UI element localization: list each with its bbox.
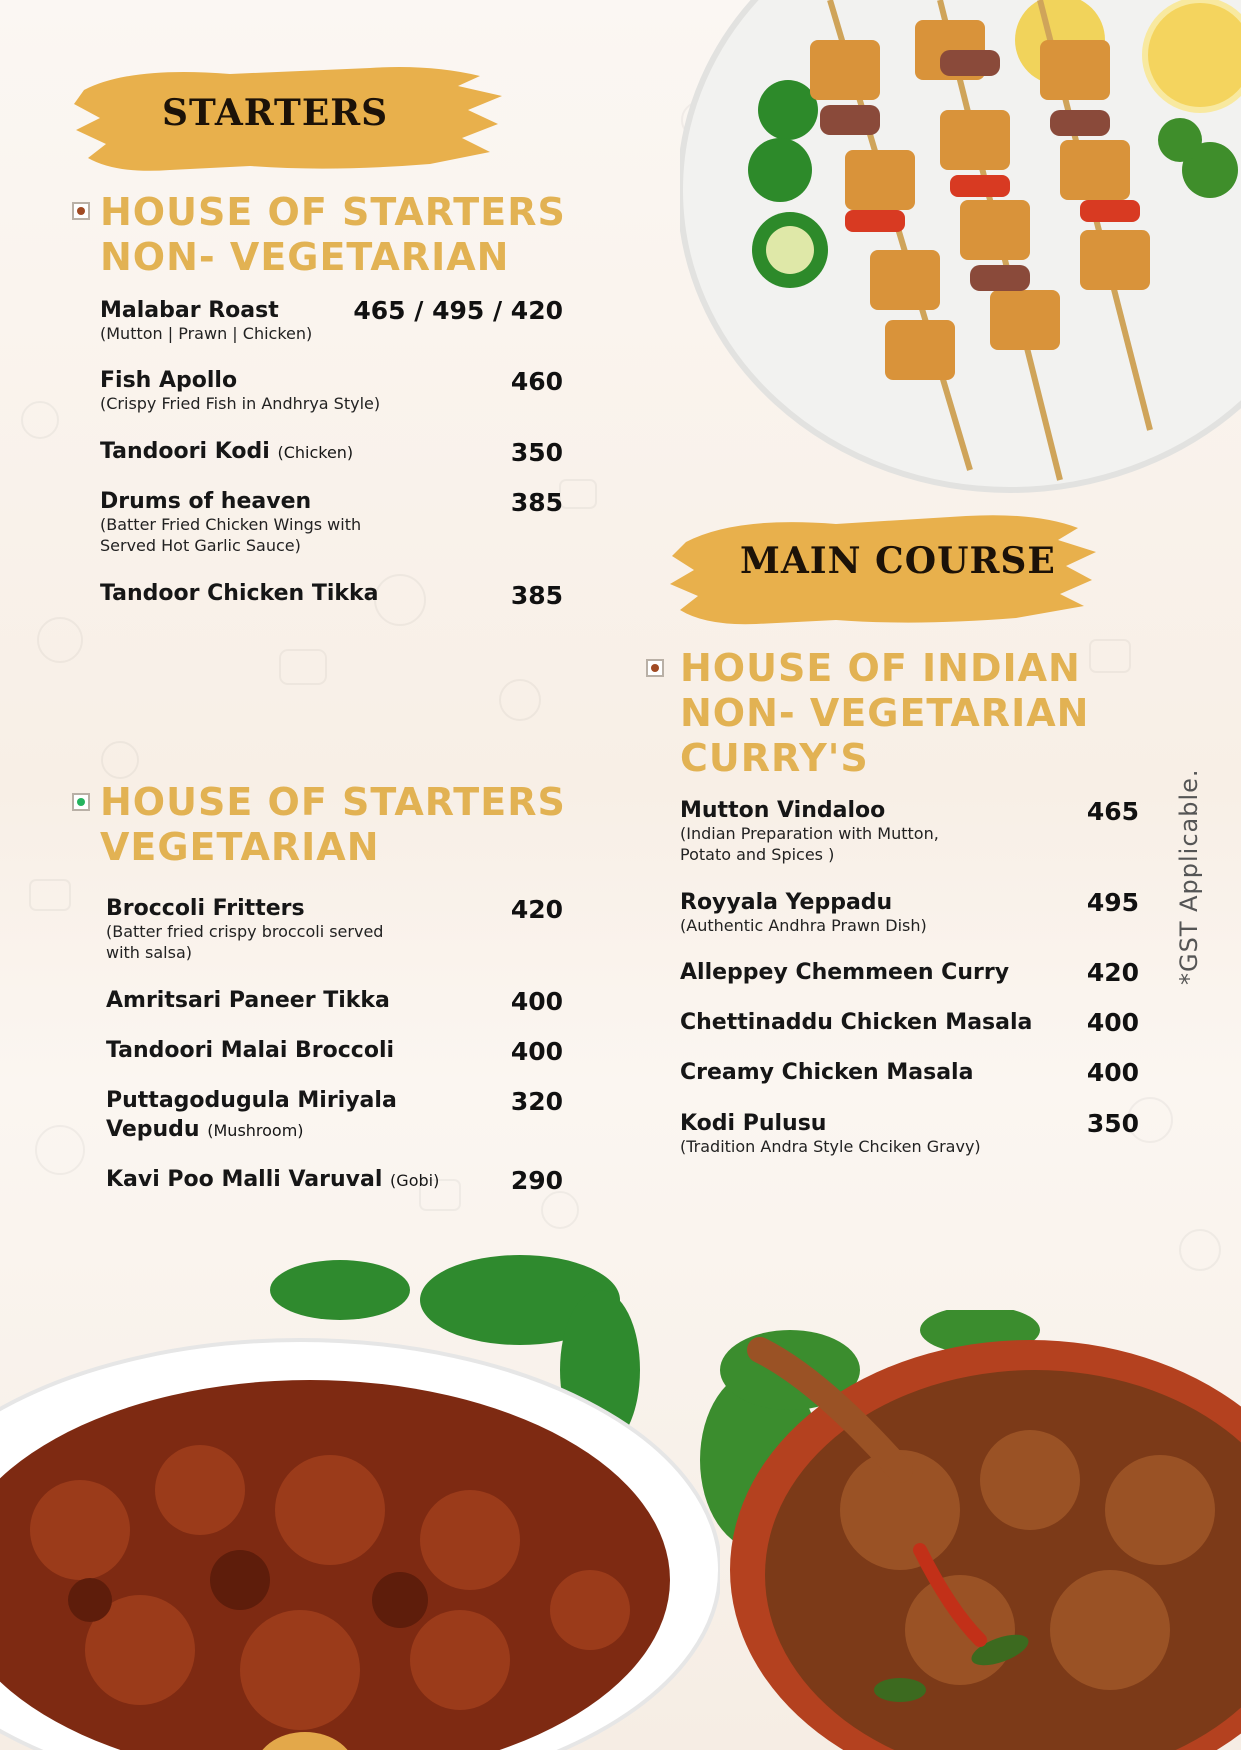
item-description: (Crispy Fried Fish in Andhrya Style) <box>100 394 381 413</box>
item-name: Tandoori Kodi (Chicken) <box>100 439 354 464</box>
item-description: (Batter Fried Chicken Wings with Served Hot Garlic Sauce) <box>100 515 362 555</box>
item-price: 400 <box>1086 1008 1139 1037</box>
item-name: Broccoli Fritters <box>106 896 305 921</box>
item-name: Mutton Vindaloo <box>680 798 886 823</box>
main-course-heading: MAIN COURSE <box>740 540 1056 582</box>
item-price: 420 <box>510 895 563 924</box>
item-price: 400 <box>510 1037 563 1066</box>
item-name: Kavi Poo Malli Varuval (Gobi) <box>106 1167 440 1192</box>
item-description: (Tradition Andra Style Chciken Gravy) <box>680 1137 981 1156</box>
non-veg-dot <box>651 664 659 672</box>
section-title-nonveg-starters: HOUSE OF STARTERS NON- VEGETARIAN <box>100 190 566 279</box>
item-name: Royyala Yeppadu <box>680 890 893 915</box>
item-price: 400 <box>1086 1058 1139 1087</box>
veg-dot <box>77 798 85 806</box>
item-name: Puttagodugula Miriyala <box>106 1088 397 1113</box>
item-description: (Indian Preparation with Mutton, Potato and Spices ) <box>680 824 939 864</box>
item-price: 320 <box>510 1087 563 1116</box>
veg-mark-icon <box>72 793 90 811</box>
mutton-curry-photo <box>0 1250 720 1750</box>
item-name-continued: Vepudu (Mushroom) <box>106 1117 304 1142</box>
item-name: Tandoori Malai Broccoli <box>106 1038 395 1063</box>
item-name: Creamy Chicken Masala <box>680 1060 974 1085</box>
non-veg-mark-icon <box>646 659 664 677</box>
item-price: 465 / 495 / 420 <box>353 296 563 325</box>
item-name: Drums of heaven <box>100 489 312 514</box>
paneer-tikka-photo <box>680 0 1241 500</box>
non-veg-mark-icon <box>72 202 90 220</box>
item-name: Kodi Pulusu <box>680 1111 827 1136</box>
item-price: 460 <box>510 367 563 396</box>
item-price: 290 <box>510 1166 563 1195</box>
item-description: (Batter fried crispy broccoli served with salsa) <box>106 922 384 962</box>
item-price: 385 <box>510 581 563 610</box>
item-name: Tandoor Chicken Tikka <box>100 581 379 606</box>
item-price: 465 <box>1086 797 1139 826</box>
section-title-veg-starters: HOUSE OF STARTERS VEGETARIAN <box>100 780 566 869</box>
section-title-indian-curry: HOUSE OF INDIAN NON- VEGETARIAN CURRY'S <box>680 646 1090 780</box>
item-price: 420 <box>1086 958 1139 987</box>
gst-note: *GST Applicable. <box>1175 768 1203 985</box>
item-name: Malabar Roast <box>100 298 279 323</box>
item-name: Fish Apollo <box>100 368 238 393</box>
starters-heading: STARTERS <box>162 92 389 134</box>
chicken-curry-photo <box>700 1310 1241 1750</box>
item-price: 350 <box>1086 1109 1139 1138</box>
non-veg-dot <box>77 207 85 215</box>
item-price: 495 <box>1086 888 1139 917</box>
item-price: 350 <box>510 438 563 467</box>
item-name: Amritsari Paneer Tikka <box>106 988 390 1013</box>
item-name: Alleppey Chemmeen Curry <box>680 960 1010 985</box>
item-description: (Mutton | Prawn | Chicken) <box>100 324 313 343</box>
item-price: 385 <box>510 488 563 517</box>
item-description: (Authentic Andhra Prawn Dish) <box>680 916 927 935</box>
item-price: 400 <box>510 987 563 1016</box>
item-name: Chettinaddu Chicken Masala <box>680 1010 1033 1035</box>
